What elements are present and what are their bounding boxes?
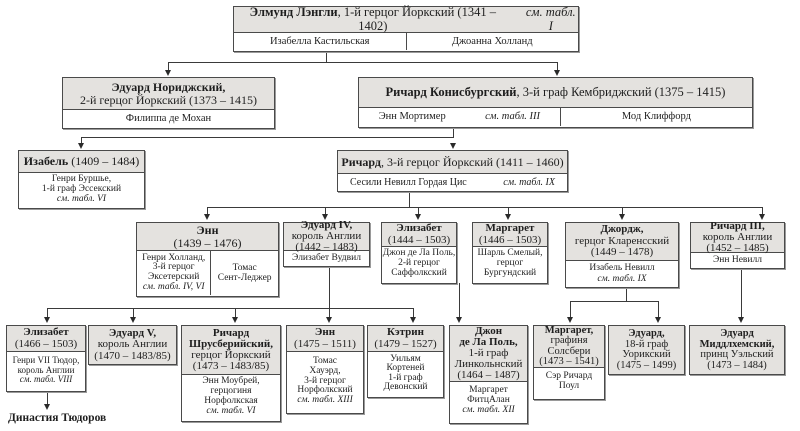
spouse-line: Джон де Ла Поль, — [382, 248, 456, 259]
spouse-line: ФитцАлан — [467, 395, 510, 406]
person-title: , 1-й герцог Йоркский (1341 – 1402) — [337, 5, 496, 33]
person-title: 18-й граф — [624, 338, 669, 350]
person-title: Линкольнский — [454, 358, 523, 370]
person-dates: (1473 – 1483/85) — [192, 360, 270, 372]
table-reference: см. табл. VI — [56, 193, 107, 204]
person-catherine[interactable] — [367, 325, 444, 398]
person-title: король Англии — [97, 338, 168, 351]
spouse-line: Саффолкский — [391, 267, 447, 278]
spouse-line: герцог — [496, 258, 524, 269]
spouse-maud-clifford: Мод Клиффорд — [560, 108, 752, 126]
person-dates: (1464 – 1487) — [457, 369, 520, 381]
table-reference: см. табл. I — [525, 5, 576, 33]
person-anne-1475[interactable] — [286, 325, 364, 414]
spouse-joan: Джоанна Холланд — [406, 33, 579, 50]
person-elizabeth-of-york[interactable] — [6, 325, 86, 392]
table-reference: см. табл. XIII — [297, 395, 353, 406]
person-name: Эдуард — [720, 328, 754, 339]
person-edward-warwick[interactable] — [608, 325, 685, 375]
person-name: Эдуард Нориджский, — [111, 79, 226, 94]
person-edward-norwich[interactable] — [62, 77, 275, 129]
spouse-anne-mortimer: Энн Мортимер — [378, 111, 446, 123]
table-reference: см. табл. VI — [206, 405, 256, 416]
spouse-line: Норфолкская — [204, 396, 258, 406]
person-name: Кэтрин — [387, 325, 424, 338]
person-dates: (1449 – 1478) — [590, 246, 654, 259]
person-isabel[interactable] — [18, 150, 145, 209]
person-name: Эдуард, — [628, 328, 665, 339]
spouse-cecily-neville: Сесили Невилл Гордая Цис — [350, 176, 467, 188]
person-margaret-1446[interactable] — [472, 222, 548, 284]
person-dates: (1473 – 1541) — [539, 356, 599, 367]
person-dates: (1452 – 1485) — [706, 242, 769, 255]
spouse-line: Хауэрд, — [309, 365, 341, 376]
person-dates: (1475 – 1499) — [616, 359, 677, 371]
person-name: Ричард Конисбургский — [385, 84, 517, 99]
spouse-line: Энн Моубрей, — [202, 376, 260, 387]
spouse-line: Девонский — [383, 382, 428, 392]
table-reference: см. табл. III — [485, 111, 541, 123]
person-name: Энн — [196, 222, 219, 237]
person-title: Солсбери — [547, 345, 591, 357]
person-john-de-la-pole[interactable] — [449, 325, 528, 424]
spouse-line: 3-й герцог — [152, 262, 195, 273]
person-elizabeth-1444[interactable] — [381, 222, 457, 284]
person-name: Элизабет — [396, 221, 442, 234]
person-edmund-langley[interactable] — [233, 6, 579, 52]
person-name: Ричард — [341, 154, 381, 169]
person-margaret-salisbury[interactable] — [533, 325, 605, 400]
person-title: герцог Йоркский — [191, 349, 271, 361]
spouse-anne-neville: Энн Невилл — [713, 254, 762, 265]
spouse-line: Томас — [312, 355, 338, 366]
person-name: Джордж, — [600, 223, 644, 236]
spouse-line: Эксетерский — [148, 272, 200, 282]
table-reference: см. табл. IX — [597, 273, 647, 284]
person-dates: (1466 – 1503) — [14, 337, 78, 350]
spouse-line: 3-й герцог — [304, 375, 346, 386]
person-title: графиня — [550, 335, 588, 346]
person-dates: (1473 – 1484) — [707, 359, 767, 371]
spouse-isabel-neville: Изабель Невилл — [589, 263, 655, 274]
table-reference: см. табл. XII — [462, 404, 515, 415]
person-title: герцог Кларенсский — [574, 234, 670, 247]
person-name: Энн — [314, 325, 336, 338]
person-dates: (1470 – 1483/85) — [94, 349, 171, 362]
person-richard-shrewsbury[interactable] — [181, 325, 281, 422]
spouse-philippa: Филиппа де Мохан — [125, 112, 212, 124]
person-edward-middleham[interactable] — [689, 325, 785, 375]
person-george-clarence[interactable] — [565, 222, 679, 288]
spouse-line: Уильям — [390, 353, 421, 364]
person-name: Джон — [474, 325, 503, 337]
spouse-elizabeth-woodville: Элизабет Вудвил — [292, 252, 361, 263]
person-title: король Англии — [702, 230, 773, 243]
spouse-line: Поул — [558, 381, 580, 391]
person-richard-3rd-duke[interactable] — [337, 150, 568, 192]
spouse-line: Генри Буршье, — [51, 174, 112, 185]
person-name: Миддлхемский, — [699, 338, 775, 350]
person-name: Маргарет, — [544, 324, 594, 336]
person-dates: (1444 – 1503) — [387, 233, 451, 246]
person-dates: (1479 – 1527) — [374, 337, 437, 350]
person-name: Эдуард V, — [108, 327, 157, 340]
person-dates: (1442 – 1483) — [295, 241, 358, 253]
spouse-line: Сент-Леджер — [217, 273, 272, 283]
spouse-line: король Англии — [17, 364, 75, 375]
person-title: , 3-й герцог Йоркский (1411 – 1460) — [381, 154, 564, 169]
spouse-line: 1-й граф — [388, 372, 423, 383]
person-name: Элмунд Лэнгли — [249, 5, 338, 19]
person-richard-conisburgh[interactable] — [358, 77, 753, 128]
spouse-line: 2-й герцог — [398, 258, 440, 269]
person-edward-v[interactable] — [88, 325, 177, 365]
person-title: Уорикский — [622, 349, 671, 360]
person-name: Маргарет — [485, 221, 535, 234]
person-anne-1439[interactable] — [136, 222, 279, 297]
person-title: , 3-й граф Кембриджский (1375 – 1415) — [516, 84, 726, 99]
person-title: 2-й герцог Йоркский (1373 – 1415) — [79, 92, 258, 107]
table-reference: см. табл. IV, VI — [142, 281, 205, 292]
person-name: де Ла Поль, — [459, 336, 518, 348]
spouse-line: Норфолкский — [297, 385, 353, 396]
spouse-line: Бургундский — [483, 267, 537, 278]
person-richard-iii[interactable] — [690, 219, 785, 269]
person-title: король Англии — [291, 230, 362, 242]
person-dates: (1475 – 1511) — [294, 337, 356, 350]
table-reference: см. табл. IX — [503, 176, 555, 188]
spouse-line: Сэр Ричард — [545, 371, 593, 382]
person-name: Ричард III, — [710, 219, 765, 232]
spouse-line: Шарль Смелый, — [477, 248, 543, 259]
person-name: Ричард — [212, 327, 250, 339]
spouse-line: Томас — [232, 262, 257, 273]
person-name: Изабель — [23, 154, 69, 169]
person-name: Шрусберийский, — [189, 338, 273, 350]
spouse-isabella: Изабелла Кастильская — [269, 35, 370, 47]
person-dates: (1446 – 1503) — [478, 233, 542, 246]
spouse-line: Маргарет — [469, 385, 508, 396]
person-title: принц Уэльский — [700, 349, 774, 360]
person-name: Эдуард IV, — [300, 219, 353, 231]
spouse-line: 1-й граф Эссекский — [41, 184, 122, 195]
spouse-line: герцогиня — [210, 386, 252, 397]
person-edward-iv[interactable] — [283, 219, 370, 267]
person-dates: (1439 – 1476) — [173, 235, 242, 250]
person-name: Элизабет — [23, 325, 69, 338]
person-dates: (1409 – 1484) — [68, 154, 140, 169]
spouse-line: Генри Холланд, — [142, 252, 206, 263]
spouse-line: Генри VII Тюдор, — [12, 354, 80, 365]
person-title: 1-й граф — [468, 347, 509, 359]
spouse-line: Кортеней — [386, 363, 425, 373]
tudor-dynasty-label: Династия Тюдоров — [8, 412, 107, 424]
table-reference: см. табл. VIII — [19, 374, 73, 385]
